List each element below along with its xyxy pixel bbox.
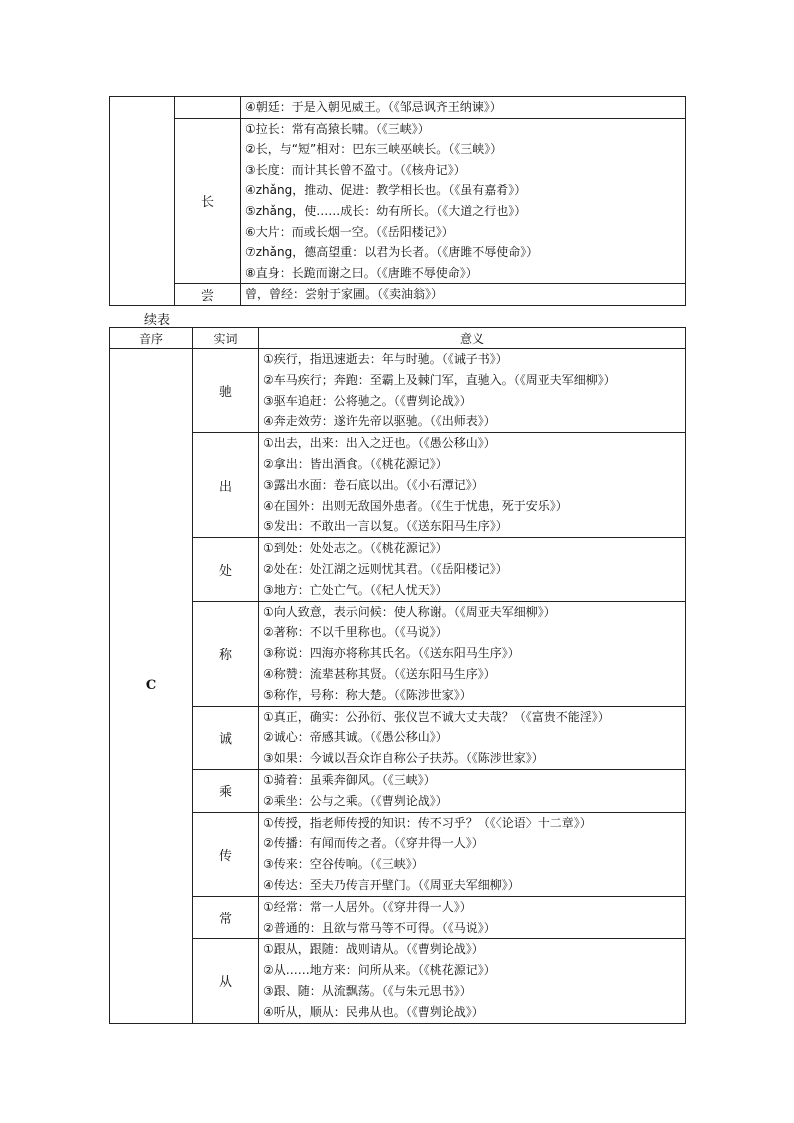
meaning-cell (259, 706, 686, 769)
word-cell: 驰 (193, 349, 259, 433)
word-cell: 出 (193, 433, 259, 538)
word-cell: 称 (193, 601, 259, 706)
word-cell: 乘 (193, 769, 259, 812)
word-cell: 处 (193, 538, 259, 601)
meaning-line: ①传授，指老师传授的知识：传不习乎？（《〈论语〉十二章》） (263, 815, 592, 830)
table-row (110, 97, 686, 119)
meaning-cell (259, 939, 686, 1023)
meaning-line: ②普通的：且欲与常马等不可得。（《马说》） (263, 920, 496, 935)
meaning-line: ④听从，顺从：民弗从也。（《曹刿论战》） (263, 1004, 484, 1019)
meaning-line: ②诚心：帝感其诚。（《愚公移山》） (263, 730, 448, 745)
letter-cell: C (110, 349, 193, 1024)
header-row (110, 328, 686, 349)
word-cell: 从 (193, 939, 259, 1023)
meaning-line: ⑥大片：而或长烟一空。（《岳阳楼记》） (245, 224, 454, 239)
word-cell: 常 (193, 896, 259, 939)
word-cell: 尝 (175, 284, 241, 306)
meaning-cell (259, 769, 686, 812)
letter-cell (110, 97, 175, 306)
header-cell: 音序 (110, 328, 193, 349)
word-cell (175, 97, 241, 119)
meaning-line: ③露出水面：卷石底以出。（《小石潭记》） (263, 477, 484, 492)
meaning-line: ⑤称作，号称：称大楚。（《陈涉世家》） (263, 687, 472, 702)
word-cell: 传 (193, 812, 259, 896)
meaning-line: ②车马疾行；奔跑：至霸上及棘门军，直驰入。（《周亚夫军细柳》） (263, 372, 616, 387)
meaning-line: ②著称：不以千里称也。（《马说》） (263, 625, 448, 640)
meaning-line: ③如果：今诚以吾众诈自称公子扶苏。（《陈涉世家》） (263, 751, 544, 766)
meaning-line: ①跟从，跟随：战则请从。（《曹刿论战》） (263, 942, 484, 957)
meaning-cell (259, 349, 686, 433)
meaning-line: ④称赞：流辈甚称其贤。（《送东阳马生序》） (263, 666, 496, 681)
meaning-cell (259, 538, 686, 601)
meaning-line: ②处在：处江湖之远则忧其君。（《岳阳楼记》） (263, 561, 508, 576)
meaning-line: ①到处：处处志之。（《桃花源记》） (263, 541, 448, 556)
meaning-cell (259, 896, 686, 939)
meaning-line: ①疾行，指迅速逝去：年与时驰。（《诫子书》） (263, 352, 508, 366)
meaning-line: ①向人致意，表示问候：使人称谢。（《周亚夫军细柳》） (263, 604, 556, 619)
meaning-line: ①真正，确实：公孙衍、张仪岂不诚大丈夫哉？（《富贵不能淫》） (263, 709, 610, 724)
table-row (110, 896, 686, 939)
table-row (110, 601, 686, 706)
meaning-line: ②长，与“短”相对：巴东三峡巫峡长。（《三峡》） (245, 142, 503, 157)
table-row (110, 812, 686, 896)
main-table (109, 327, 686, 1024)
meaning-line: ②传播：有闻而传之者。（《穿井得一人》） (263, 836, 484, 851)
continued-label: 续表 (144, 313, 171, 328)
meaning-line: ①拉长：常有高猿长啸。（《三峡》） (245, 121, 430, 136)
meaning-line: ③跟、随：从流飘荡。（《与朱元思书》） (263, 983, 472, 998)
meaning-cell (241, 284, 686, 306)
table-row (110, 349, 686, 433)
word-cell: 长 (175, 118, 241, 284)
header-cell: 实词 (193, 328, 259, 349)
meaning-line: ⑧直身：长跪而谢之曰。（《唐雎不辱使命》） (245, 265, 478, 280)
table-row (110, 118, 686, 284)
word-cell: 诚 (193, 706, 259, 769)
header-cell: 意义 (259, 328, 686, 349)
meaning-line: ②乘坐：公与之乘。（《曹刿论战》） (263, 793, 448, 808)
meaning-line: ①骑着：虽乘奔御风。（《三峡》） (263, 772, 436, 787)
meaning-line: ③传来：空谷传响。（《三峡》） (263, 857, 424, 872)
table-row (110, 706, 686, 769)
meaning-cell (241, 97, 686, 119)
meaning-line: 曾，曾经：尝射于家圃。（《卖油翁》） (245, 287, 444, 302)
meaning-cell (241, 118, 686, 284)
top-table (109, 96, 686, 306)
table-row (110, 769, 686, 812)
meaning-cell (259, 601, 686, 706)
meaning-cell (259, 433, 686, 538)
meaning-line: ③地方：亡处亡气。（《杞人忧天》） (263, 582, 448, 597)
meaning-cell (259, 812, 686, 896)
meaning-line: ④在国外：出则无敌国外患者。（《生于忧患，死于安乐》） (263, 498, 568, 513)
meaning-line: ③称说：四海亦将称其氏名。（《送东阳马生序》） (263, 646, 520, 661)
meaning-line: ②从……地方来：问所从来。（《桃花源记》） (263, 963, 496, 978)
meaning-line: ⑤zhǎng，使……成长：幼有所长。（《大道之行也》） (245, 203, 527, 218)
meaning-line: ③长度：而计其长曾不盈寸。（《核舟记》） (245, 162, 466, 177)
meaning-line: ③驱车追赶：公将驰之。（《曹刿论战》） (263, 393, 472, 408)
meaning-line: ④朝廷：于是入朝见威王。（《邹忌讽齐王纳谏》） (245, 100, 502, 114)
table-row (110, 538, 686, 601)
table-row (110, 939, 686, 1023)
meaning-line: ⑦zhǎng，德高望重：以君为长者。（《唐雎不辱使命》） (245, 245, 539, 260)
meaning-line: ④zhǎng，推动、促进：教学相长也。（《虽有嘉肴》） (245, 183, 527, 198)
table-row (110, 433, 686, 538)
meaning-line: ④传达：至夫乃传言开壁门。（《周亚夫军细柳》） (263, 877, 520, 892)
meaning-line: ②拿出：皆出酒食。（《桃花源记》） (263, 456, 448, 471)
meaning-line: ⑤发出：不敢出一言以复。（《送东阳马生序》） (263, 519, 508, 534)
meaning-line: ①经常：常一人居外。（《穿井得一人》） (263, 899, 472, 914)
meaning-line: ④奔走效劳：遂许先帝以驱驰。（《出师表》） (263, 414, 496, 429)
meaning-line: ①出去，出来：出入之迂也。（《愚公移山》） (263, 436, 496, 451)
table-row (110, 284, 686, 306)
